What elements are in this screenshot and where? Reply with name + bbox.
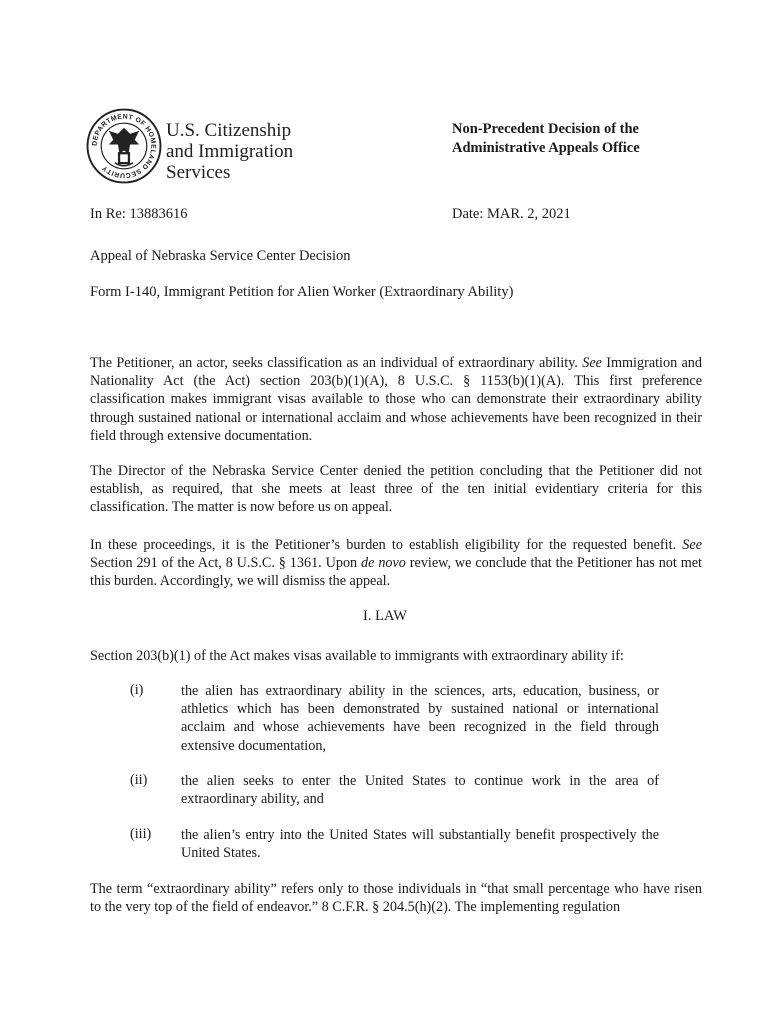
p3-text-b: Section 291 of the Act, 8 U.S.C. § 1361. Upon	[90, 555, 362, 572]
agency-line-2: and Immigration	[166, 141, 294, 162]
p3-text-c: review, we conclude that the Petitioner has not met this burden. Accordingly, we will dismiss the appeal.	[90, 555, 702, 590]
p3-text-a: In these proceedings, it is the Petitioner’s burden to establish eligibility for the requested benefit.	[90, 537, 683, 553]
paragraph-5	[90, 880, 702, 916]
seal-ring-text: DEPARTMENT OF HOMELAND SECURITY	[91, 113, 157, 179]
decision-type-line-2: Administrative Appeals Office	[452, 140, 640, 156]
item-number-ii: (ii)	[130, 772, 148, 788]
section-heading-law: I. LAW	[363, 608, 407, 624]
item-number-iii: (iii)	[130, 826, 152, 842]
decision-date: Date: MAR. 2, 2021	[452, 206, 571, 222]
p3-see: See	[682, 537, 702, 553]
decision-type-line-1: Non-Precedent Decision of the	[452, 121, 639, 137]
in-re-receipt-number: In Re: 13883616	[90, 206, 188, 222]
item-text-i: the alien has extraordinary ability in the sciences, arts, education, business, or athletics which has been demonstrated by sustained national or international acclaim and whose achievements have been recognized in the field through extensive documentation,	[181, 683, 659, 754]
decision-type	[452, 120, 640, 158]
p1-text-a: The Petitioner, an actor, seeks classification as an individual of extraordinary ability.	[90, 355, 583, 371]
p1-text-b: Immigration and Nationality Act (the Act) section 203(b)(1)(A), 8 U.S.C. § 1153(b)(1)(A). This first preference classification makes immigrant visas available to those who can demonstrate their extraordinary ability through sustained national or international acclaim and whose achievements have been recognized in their field through extensive documentation.	[90, 355, 702, 444]
p2-text: The Director of the Nebraska Service Center denied the petition concluding that the Petitioner did not establish, as required, that she meets at least three of the ten initial evidentiary criteria for this classification. The matter is now before us on appeal.	[90, 463, 702, 516]
paragraph-2	[90, 462, 702, 517]
item-text-ii: the alien seeks to enter the United States to continue work in the area of extraordinary ability, and	[181, 773, 659, 808]
item-number-i: (i)	[130, 682, 144, 698]
item-text-iii: the alien’s entry into the United States will substantially benefit prospectively the United States.	[181, 827, 659, 862]
form-line: Form I-140, Immigrant Petition for Alien Worker (Extraordinary Ability)	[90, 284, 514, 300]
agency-name	[166, 120, 293, 183]
agency-line-3: Services	[166, 162, 231, 183]
appeal-of-line: Appeal of Nebraska Service Center Decision	[90, 248, 351, 264]
dhs-seal-icon	[86, 108, 162, 184]
p4-text: Section 203(b)(1) of the Act makes visas available to immigrants with extraordinary ability if:	[90, 648, 624, 664]
agency-line-1: U.S. Citizenship	[166, 120, 292, 141]
p1-see: See	[582, 355, 602, 371]
p3-de-novo: de novo	[361, 555, 406, 572]
paragraph-3	[90, 536, 702, 591]
paragraph-4	[90, 647, 702, 665]
paragraph-1	[90, 354, 702, 445]
p5-text: The term “extraordinary ability” refers only to those individuals in “that small percentage who have risen to the very top of the field of endeavor.” 8 C.F.R. § 204.5(h)(2). The implementing regulation	[90, 881, 702, 916]
